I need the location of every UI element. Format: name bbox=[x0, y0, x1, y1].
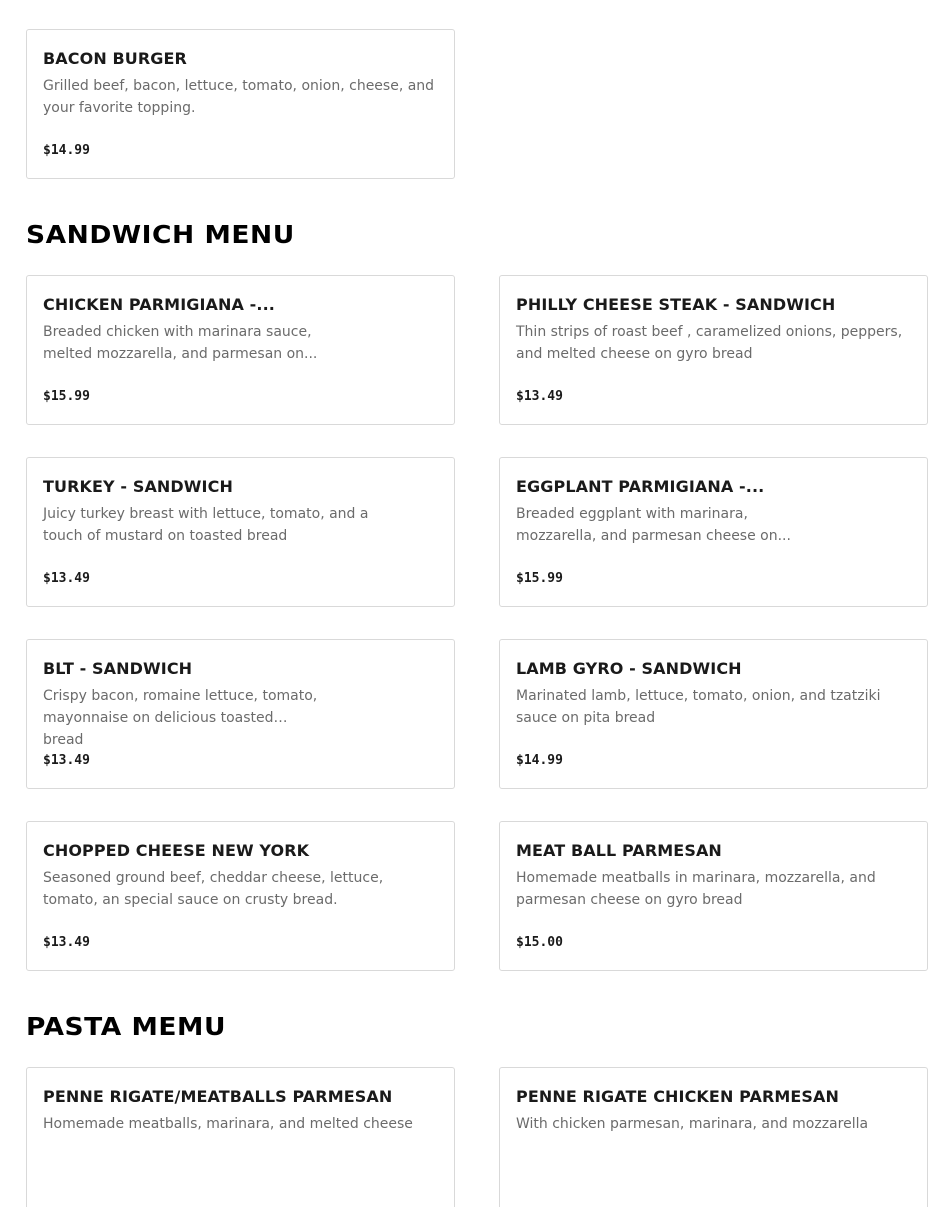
menu-item-description: Seasoned ground beef, cheddar cheese, lettuce, tomato, an special sauce on crusty bread. bbox=[43, 870, 384, 908]
menu-item-name: BACON BURGER bbox=[43, 49, 187, 68]
section-heading-sandwich: SANDWICH MENU bbox=[26, 220, 295, 249]
menu-item-card-eggplant-parmigiana[interactable] bbox=[499, 457, 928, 607]
menu-item-description: Homemade meatballs, marinara, and melted cheese bbox=[43, 1116, 413, 1132]
menu-item-name: PHILLY CHEESE STEAK - SANDWICH bbox=[516, 295, 836, 314]
menu-item-card-lamb-gyro[interactable] bbox=[499, 639, 928, 789]
menu-item-description: Crispy bacon, romaine lettuce, tomato, mayonnaise on delicious toasted bread bbox=[43, 688, 318, 748]
menu-item-price: $13.49 bbox=[43, 753, 90, 768]
menu-item-price: $15.99 bbox=[43, 389, 90, 404]
menu-item-price: $13.49 bbox=[516, 389, 563, 404]
menu-item-price: $14.99 bbox=[516, 753, 563, 768]
menu-item-price: $15.99 bbox=[516, 571, 563, 586]
menu-item-description: Thin strips of roast beef , caramelized onions, peppers, and melted cheese on gyro bread bbox=[516, 324, 903, 362]
menu-item-card-bacon-burger[interactable] bbox=[26, 29, 455, 179]
menu-item-price: $13.49 bbox=[43, 571, 90, 586]
menu-item-card-philly-cheese-steak[interactable] bbox=[499, 275, 928, 425]
menu-item-description: Homemade meatballs in marinara, mozzarella, and parmesan cheese on gyro bread bbox=[516, 870, 876, 908]
menu-item-description: Breaded chicken with marinara sauce, melted mozzarella, and parmesan on... bbox=[43, 324, 318, 362]
menu-item-description: Grilled beef, bacon, lettuce, tomato, onion, cheese, and your favorite topping. bbox=[43, 78, 435, 116]
menu-item-name: PENNE RIGATE CHICKEN PARMESAN bbox=[516, 1087, 840, 1106]
menu-item-description: Marinated lamb, lettuce, tomato, onion, and tzatziki sauce on pita bread bbox=[516, 688, 881, 726]
section-heading-pasta: PASTA MEMU bbox=[26, 1012, 227, 1041]
menu-item-name: CHOPPED CHEESE NEW YORK bbox=[43, 841, 310, 860]
menu-item-card-chopped-cheese[interactable] bbox=[26, 821, 455, 971]
menu-item-description: Breaded eggplant with marinara, mozzarella, and parmesan cheese on... bbox=[516, 506, 791, 544]
menu-item-name: BLT - SANDWICH bbox=[43, 659, 193, 678]
menu-item-card-blt[interactable] bbox=[26, 639, 455, 789]
menu-item-name: EGGPLANT PARMIGIANA -... bbox=[516, 477, 765, 496]
menu-item-card-penne-meatballs[interactable] bbox=[26, 1067, 455, 1207]
menu-item-name: LAMB GYRO - SANDWICH bbox=[516, 659, 742, 678]
menu-item-card-chicken-parmigiana[interactable] bbox=[26, 275, 455, 425]
menu-item-card-turkey[interactable] bbox=[26, 457, 455, 607]
menu-item-description: With chicken parmesan, marinara, and mozzarella bbox=[516, 1116, 869, 1132]
menu-item-name: PENNE RIGATE/MEATBALLS PARMESAN bbox=[43, 1087, 393, 1106]
menu-item-name: TURKEY - SANDWICH bbox=[43, 477, 233, 496]
menu-item-price: $14.99 bbox=[43, 143, 90, 158]
menu-item-card-meat-ball-parmesan[interactable] bbox=[499, 821, 928, 971]
menu-item-price: $13.49 bbox=[43, 935, 90, 950]
menu-item-price: $15.00 bbox=[516, 935, 563, 950]
menu-item-description: Juicy turkey breast with lettuce, tomato, and a touch of mustard on toasted bread bbox=[43, 506, 369, 544]
menu-item-card-penne-chicken[interactable] bbox=[499, 1067, 928, 1207]
menu-item-name: MEAT BALL PARMESAN bbox=[516, 841, 722, 860]
menu-item-name: CHICKEN PARMIGIANA -... bbox=[43, 295, 275, 314]
